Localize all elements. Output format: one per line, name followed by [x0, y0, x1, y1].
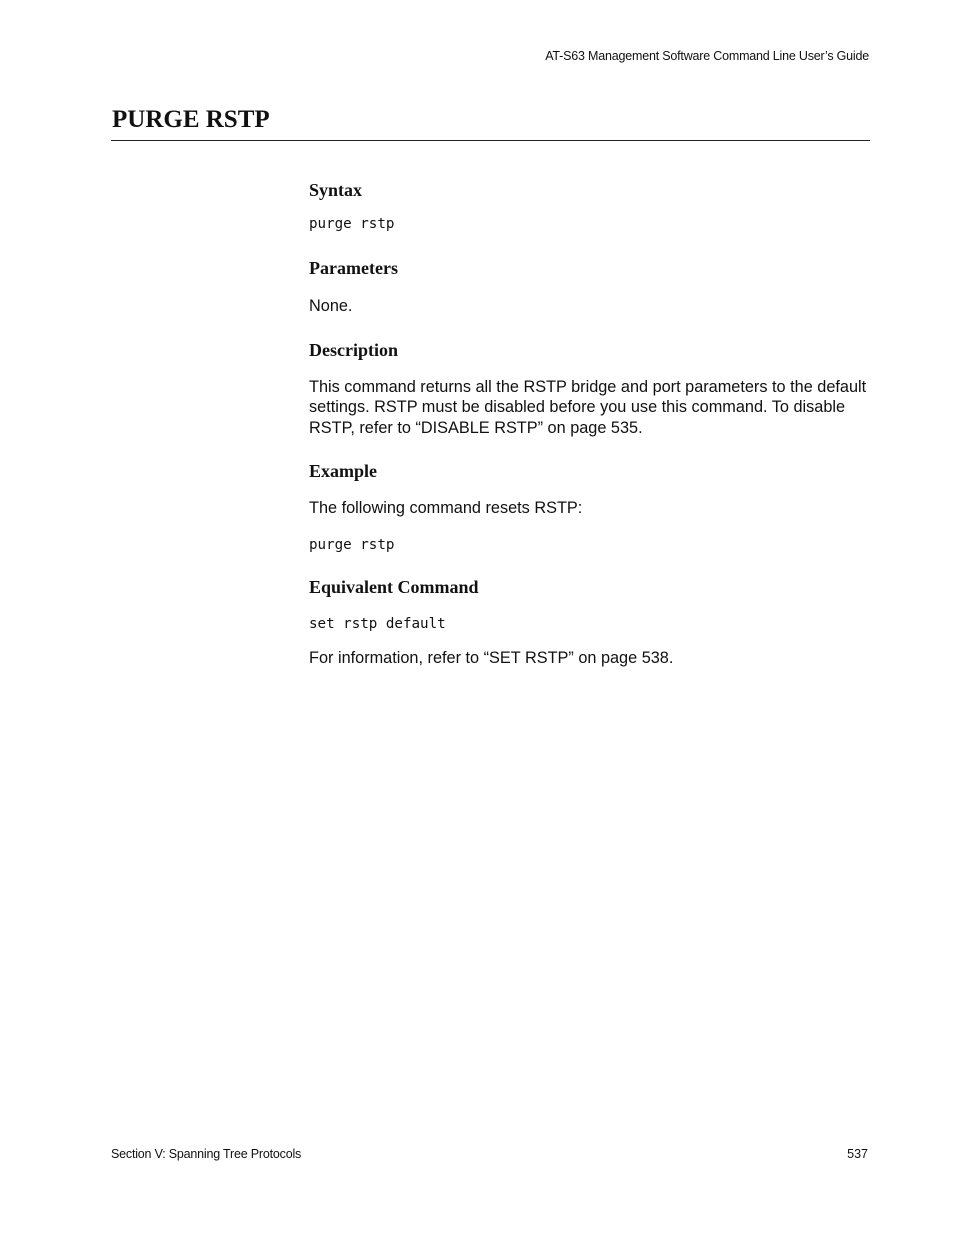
description-heading: Description [309, 339, 398, 360]
equivalent-command-text: For information, refer to “SET RSTP” on page 538. [309, 648, 674, 667]
description-text: This command returns all the RSTP bridge and port parameters to the default settings. RSTP must be disabled before you use this command. To disable RSTP, refer to “DISABLE RSTP” on page 535. [309, 377, 867, 437]
parameters-heading: Parameters [309, 258, 398, 278]
title-divider [111, 140, 870, 141]
example-code: purge rstp [309, 536, 395, 553]
parameters-text: None. [309, 297, 353, 315]
syntax-code: purge rstp [309, 216, 395, 232]
example-heading: Example [309, 461, 378, 481]
footer-section-label: Section V: Spanning Tree Protocols [111, 1147, 302, 1161]
equivalent-command-code: set rstp default [309, 615, 446, 632]
command-reference-content [309, 176, 871, 668]
example-text: The following command resets RSTP: [309, 499, 583, 517]
syntax-heading: Syntax [309, 180, 363, 200]
footer-page-number: 537 [847, 1147, 868, 1161]
page-title: PURGE RSTP [112, 106, 270, 133]
equivalent-command-heading: Equivalent Command [309, 576, 479, 597]
running-header: AT-S63 Management Software Command Line User’s Guide [545, 49, 869, 63]
